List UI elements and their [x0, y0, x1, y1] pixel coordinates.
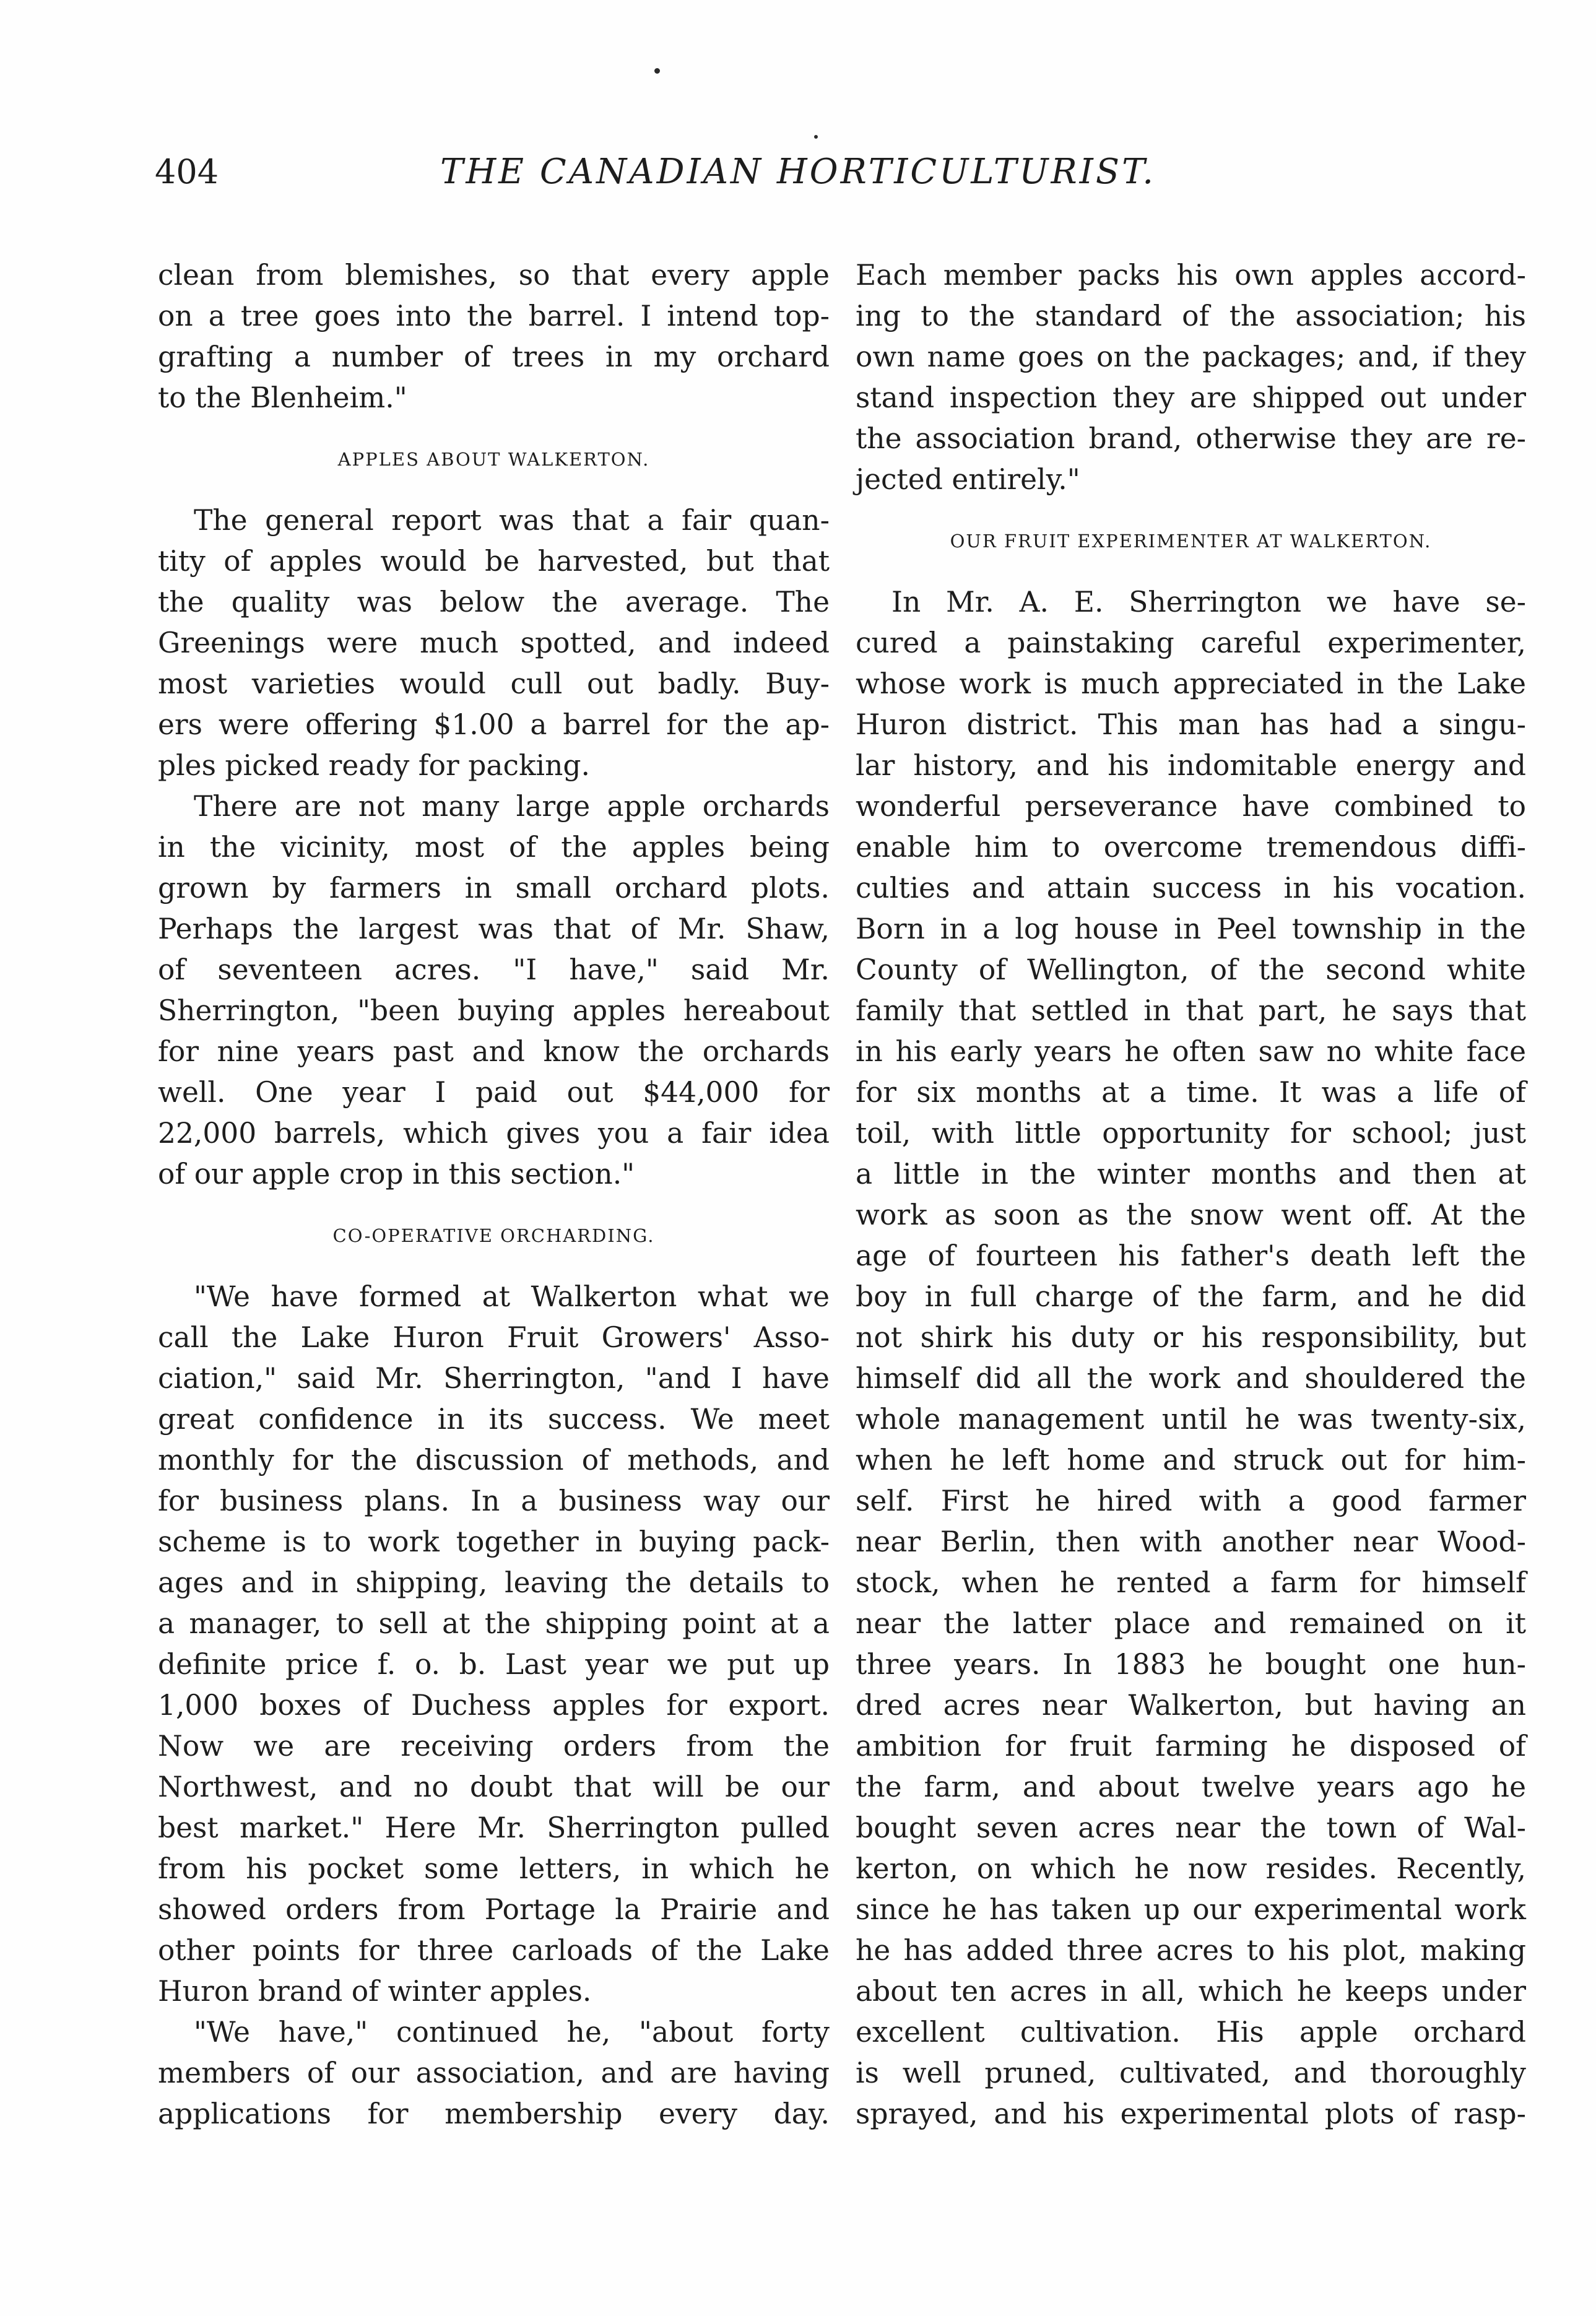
ink-speck	[814, 135, 818, 139]
text-line: County of Wellington, of the second white	[856, 953, 1526, 986]
text-line: Now we are receiving orders from the	[158, 1730, 830, 1763]
text-line: since he has taken up our experimental work	[856, 1893, 1526, 1926]
text-line: kerton, on which he now resides. Recently,	[856, 1852, 1526, 1885]
text-line: 22,000 barrels, which gives you a fair idea	[158, 1117, 830, 1150]
text-line: not shirk his duty or his responsibility, but	[856, 1321, 1526, 1354]
text-line: for nine years past and know the orchards	[158, 1035, 830, 1068]
text-line: of seventeen acres. "I have," said Mr.	[158, 953, 830, 986]
text-line: Born in a log house in Peel township in the	[856, 913, 1526, 945]
text-line: wonderful perseverance have combined to	[856, 790, 1526, 823]
text-line: excellent cultivation. His apple orchard	[856, 2016, 1526, 2049]
ink-speck	[654, 68, 660, 74]
text-line: 1,000 boxes of Duchess apples for export.	[158, 1689, 830, 1722]
section-heading: CO-OPERATIVE ORCHARDING.	[332, 1225, 655, 1246]
text-line: scheme is to work together in buying pack-	[158, 1525, 830, 1558]
text-line: In Mr. A. E. Sherrington we have se-	[891, 586, 1526, 618]
text-line: great confidence in its success. We meet	[158, 1403, 830, 1436]
text-line: well. One year I paid out $44,000 for	[158, 1076, 830, 1109]
text-line: of our apple crop in this section."	[158, 1158, 635, 1191]
text-line: Greenings were much spotted, and indeed	[158, 627, 830, 659]
text-line: clean from blemishes, so that every apple	[158, 259, 830, 292]
text-line: near Berlin, then with another near Wood-	[856, 1525, 1526, 1558]
section-spacer	[158, 1256, 830, 1277]
running-title: THE CANADIAN HORTICULTURIST.	[440, 152, 1156, 192]
text-line: three years. In 1883 he bought one hun-	[856, 1648, 1526, 1681]
text-line: jected entirely."	[856, 463, 1080, 496]
text-line: applications for membership every day.	[158, 2097, 830, 2130]
text-line: for business plans. In a business way our	[158, 1485, 830, 1517]
text-line: near the latter place and remained on it	[856, 1607, 1526, 1640]
text-line: best market." Here Mr. Sherrington pulled	[158, 1811, 830, 1844]
text-line: The general report was that a fair quan-	[194, 504, 830, 537]
section-heading: APPLES ABOUT WALKERTON.	[337, 449, 650, 470]
text-line: from his pocket some letters, in which he	[158, 1852, 830, 1885]
text-line: whose work is much appreciated in the Lake	[856, 667, 1526, 700]
text-line: sprayed, and his experimental plots of rasp-	[856, 2097, 1526, 2130]
text-line: other points for three carloads of the Lake	[158, 1934, 830, 1967]
text-line: tity of apples would be harvested, but that	[158, 545, 830, 578]
text-line: stock, when he rented a farm for himself	[856, 1566, 1526, 1599]
section-spacer	[856, 500, 1526, 521]
text-line: Each member packs his own apples accord-	[856, 259, 1526, 292]
text-line: for six months at a time. It was a life of	[856, 1076, 1526, 1109]
text-line: grown by farmers in small orchard plots.	[158, 872, 830, 904]
text-line: most varieties would cull out badly. Buy-	[158, 667, 830, 700]
text-line: lar history, and his indomitable energy and	[856, 749, 1526, 782]
text-line: call the Lake Huron Fruit Growers' Asso-	[158, 1321, 830, 1354]
text-line: the quality was below the average. The	[158, 586, 830, 618]
text-line: about ten acres in all, which he keeps under	[856, 1975, 1526, 2008]
text-line: ambition for fruit farming he disposed of	[856, 1730, 1526, 1763]
section-spacer	[158, 419, 830, 439]
text-line: showed orders from Portage la Prairie and	[158, 1893, 830, 1926]
text-line: Huron district. This man has had a singu-	[856, 708, 1526, 741]
text-line: "We have," continued he, "about forty	[194, 2016, 830, 2049]
text-line: own name goes on the packages; and, if they	[856, 340, 1526, 373]
text-line: ples picked ready for packing.	[158, 749, 590, 782]
text-line: bought seven acres near the town of Wal-	[856, 1811, 1526, 1844]
text-line: toil, with little opportunity for school; just	[856, 1117, 1526, 1150]
text-line: Northwest, and no doubt that will be our	[158, 1771, 830, 1803]
text-line: on a tree goes into the barrel. I intend top-	[158, 300, 830, 332]
text-line: family that settled in that part, he says that	[856, 994, 1526, 1027]
section-spacer	[158, 1195, 830, 1215]
page-number: 404	[155, 152, 219, 191]
text-line: ages and in shipping, leaving the details to	[158, 1566, 830, 1599]
text-line: dred acres near Walkerton, but having an	[856, 1689, 1526, 1722]
text-line: age of fourteen his father's death left the	[856, 1239, 1526, 1272]
text-line: ers were offering $1.00 a barrel for the ap-	[158, 708, 830, 741]
text-line: monthly for the discussion of methods, and	[158, 1444, 830, 1477]
text-line: There are not many large apple orchards	[194, 790, 830, 823]
left-column	[158, 255, 830, 2135]
text-line: boy in full charge of the farm, and he did	[856, 1280, 1526, 1313]
text-line: definite price f. o. b. Last year we put up	[158, 1648, 830, 1681]
text-line: grafting a number of trees in my orchard	[158, 340, 830, 373]
text-line: the farm, and about twelve years ago he	[856, 1771, 1526, 1803]
text-line: whole management until he was twenty-six,	[856, 1403, 1526, 1436]
text-line: himself did all the work and shouldered the	[856, 1362, 1526, 1395]
text-line: self. First he hired with a good farmer	[856, 1485, 1526, 1517]
text-line: "We have formed at Walkerton what we	[194, 1280, 830, 1313]
text-line: when he left home and struck out for him-	[856, 1444, 1526, 1477]
text-line: in the vicinity, most of the apples being	[158, 831, 830, 864]
text-line: Sherrington, "been buying apples hereabout	[158, 994, 830, 1027]
text-line: a little in the winter months and then at	[856, 1158, 1526, 1191]
text-line: to the Blenheim."	[158, 381, 407, 414]
text-line: stand inspection they are shipped out under	[856, 381, 1526, 414]
text-line: ing to the standard of the association; his	[856, 300, 1526, 332]
text-line: a manager, to sell at the shipping point at a	[158, 1607, 830, 1640]
text-line: work as soon as the snow went off. At the	[856, 1199, 1526, 1231]
text-line: he has added three acres to his plot, making	[856, 1934, 1526, 1967]
text-line: in his early years he often saw no white face	[856, 1035, 1526, 1068]
section-spacer	[158, 480, 830, 500]
text-line: culties and attain success in his vocation.	[856, 872, 1526, 904]
text-line: enable him to overcome tremendous diffi-	[856, 831, 1526, 864]
text-line: cured a painstaking careful experimenter,	[856, 627, 1526, 659]
text-line: is well pruned, cultivated, and thoroughly	[856, 2057, 1526, 2089]
text-line: Perhaps the largest was that of Mr. Shaw,	[158, 913, 830, 945]
text-line: ciation," said Mr. Sherrington, "and I have	[158, 1362, 830, 1395]
section-spacer	[856, 562, 1526, 582]
text-line: Huron brand of winter apples.	[158, 1975, 592, 2008]
section-heading: OUR FRUIT EXPERIMENTER AT WALKERTON.	[950, 531, 1432, 552]
text-line: members of our association, and are having	[158, 2057, 830, 2089]
text-line: the association brand, otherwise they are re-	[856, 422, 1526, 455]
right-column	[856, 255, 1526, 2135]
